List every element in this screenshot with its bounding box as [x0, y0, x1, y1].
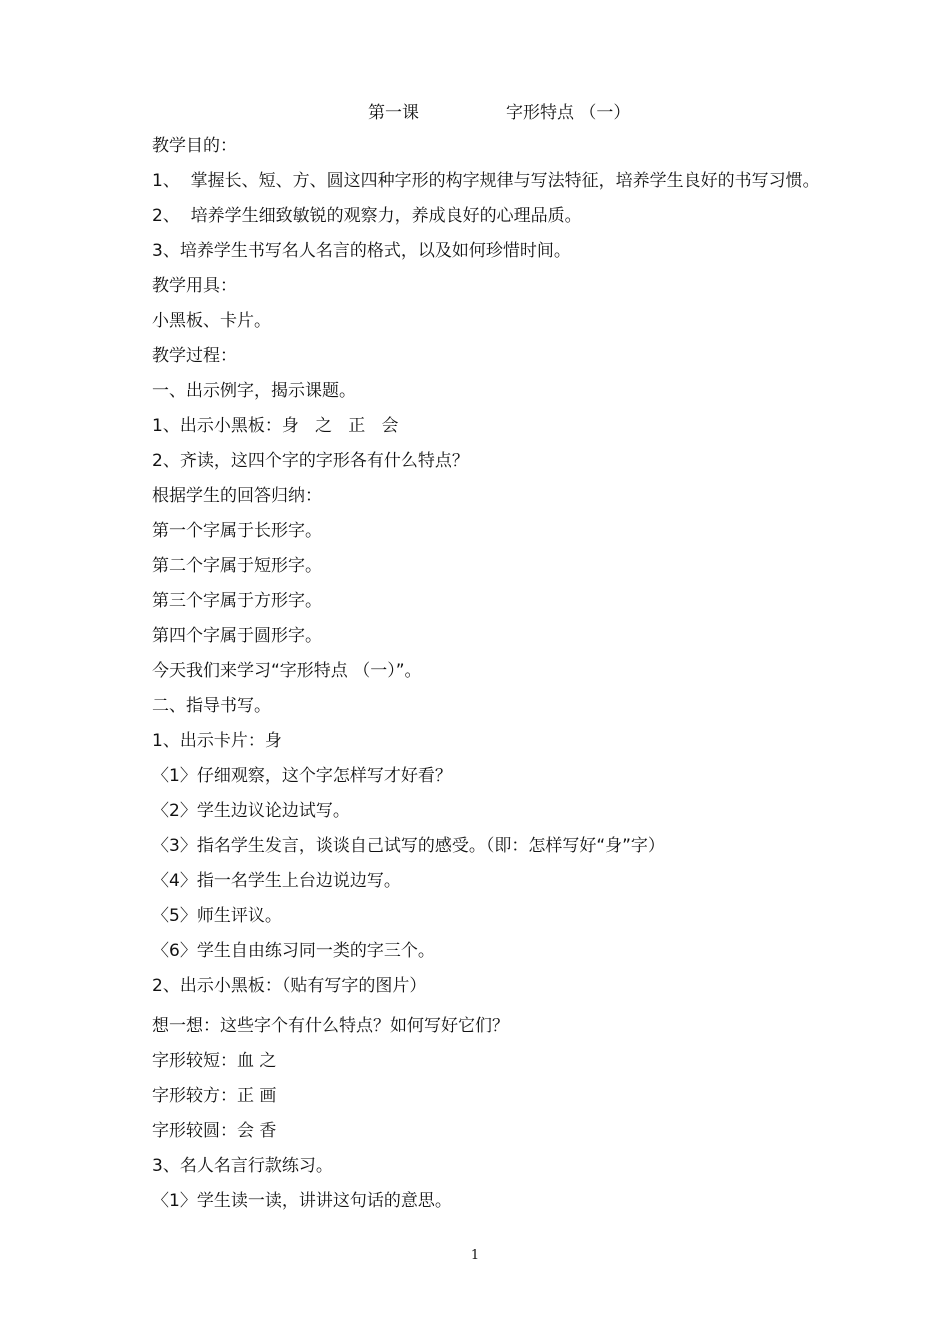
think-question: 想一想：这些字个有什么特点？如何写好它们？ [152, 1016, 509, 1036]
topic-intro: 今天我们来学习“字形特点 （一）”。 [152, 661, 422, 681]
step-show-card: 1、出示卡片：身 [152, 731, 282, 751]
objective-1: 1、 掌握长、短、方、圆这四种字形的构字规律与写法特征，培养学生良好的书写习惯。 [152, 171, 820, 191]
lesson-topic: 字形特点 （一） [506, 103, 631, 123]
step-read-aloud: 2、齐读，这四个字的字形各有什么特点？ [152, 451, 469, 471]
summary-short: 第二个字属于短形字。 [152, 556, 322, 576]
section-1-heading: 一、出示例字，揭示课题。 [152, 381, 356, 401]
step-show-board: 1、出示小黑板：身 之 正 会 [152, 416, 399, 436]
lesson-number: 第一课 [368, 103, 419, 123]
tools-text: 小黑板、卡片。 [152, 311, 271, 331]
page-number: 1 [470, 1248, 480, 1263]
substep-quote-1: 〈1〉学生读一读，讲讲这句话的意思。 [152, 1191, 452, 1211]
substep-2: 〈2〉学生边议论边试写。 [152, 801, 350, 821]
heading-tools: 教学用具： [152, 276, 237, 296]
lesson-title [0, 98, 950, 124]
substep-5: 〈5〉师生评议。 [152, 906, 282, 926]
shape-short-examples: 字形较短：血 之 [152, 1051, 277, 1071]
summary-long: 第一个字属于长形字。 [152, 521, 322, 541]
substep-3: 〈3〉指名学生发言，谈谈自己试写的感受。（即：怎样写好“身”字） [152, 836, 665, 856]
objective-3: 3、培养学生书写名人名言的格式，以及如何珍惜时间。 [152, 241, 571, 261]
substep-1: 〈1〉仔细观察，这个字怎样写才好看？ [152, 766, 452, 786]
substep-6: 〈6〉学生自由练习同一类的字三个。 [152, 941, 435, 961]
summary-square: 第三个字属于方形字。 [152, 591, 322, 611]
shape-round-examples: 字形较圆：会 香 [152, 1121, 277, 1141]
step-show-board-2: 2、出示小黑板：（贴有写字的图片） [152, 976, 427, 996]
substep-4: 〈4〉指一名学生上台边说边写。 [152, 871, 401, 891]
summary-intro: 根据学生的回答归纳： [152, 486, 322, 506]
heading-process: 教学过程： [152, 346, 237, 366]
heading-objectives: 教学目的： [152, 136, 237, 156]
section-2-heading: 二、指导书写。 [152, 696, 271, 716]
objective-2: 2、 培养学生细致敏锐的观察力，养成良好的心理品质。 [152, 206, 582, 226]
shape-square-examples: 字形较方：正 画 [152, 1086, 277, 1106]
step-quote-practice: 3、名人名言行款练习。 [152, 1156, 333, 1176]
summary-round: 第四个字属于圆形字。 [152, 626, 322, 646]
